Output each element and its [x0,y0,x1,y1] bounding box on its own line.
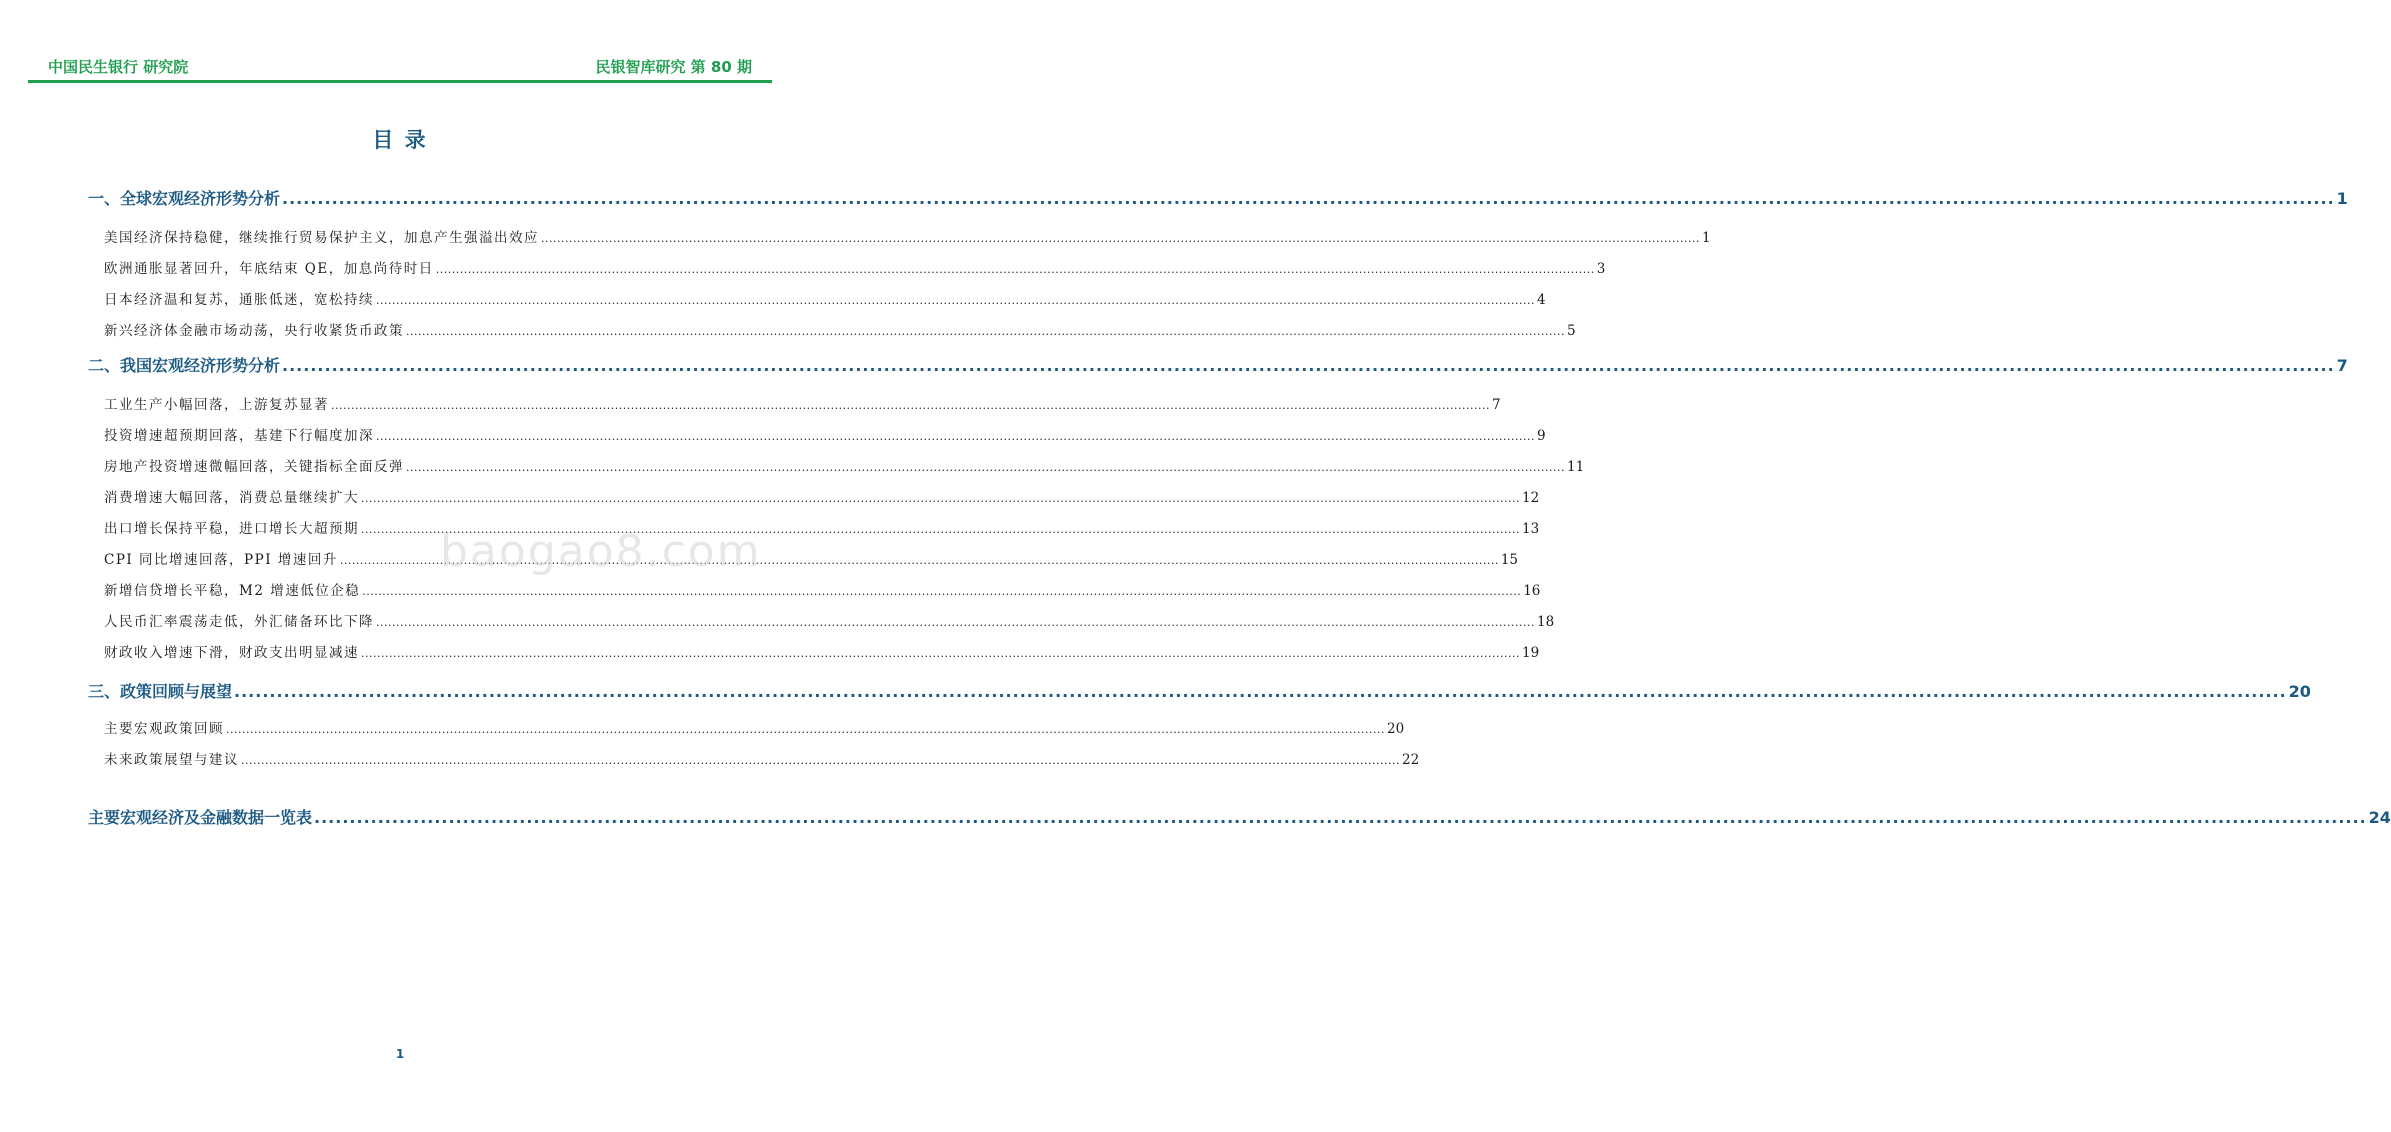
toc-entry-label: 工业生产小幅回落，上游复苏显著 [104,397,329,413]
dot-leader: .................................................................................................................................................................................................................................................................................................. [226,723,1386,736]
dot-leader: .................................................................................................................................................................................................................................................................................................. [361,523,1521,536]
toc-entry-2-6[interactable] [104,548,1519,570]
toc-entry-label: 投资增速超预期回落，基建下行幅度加深 [104,428,374,444]
toc-page-number: 12 [1522,490,1540,506]
dot-leader: .................................................................................................................................................................................................................................................................................................. [376,294,1536,307]
dot-leader: .................................................................................................................................................................................................................................................................................................. [541,232,1701,245]
toc-entry-label: 美国经济保持稳健，继续推行贸易保护主义，加息产生强溢出效应 [104,230,539,246]
toc-page-number: 1 [1702,230,1711,246]
dot-leader: .................................................................................................................................................................................................................................................................................................. [376,616,1536,629]
dot-leader: .................................................................................................................................................................................................................................................................................................. [361,647,1521,660]
toc-page-number: 7 [2336,356,2348,375]
toc-entry-label: CPI 同比增速回落，PPI 增速回升 [104,552,338,568]
toc-section-2[interactable] [88,353,2348,379]
toc-entry-3-1[interactable] [104,717,1405,739]
toc-entry-label: 未来政策展望与建议 [104,752,239,768]
toc-entry-label: 出口增长保持平稳，进口增长大超预期 [104,521,359,537]
toc-section-label: 二、我国宏观经济形势分析 [88,356,281,375]
toc-entry-1-1[interactable] [104,226,1711,248]
toc-page-number: 22 [1402,752,1420,768]
dot-leader: .................................................................................................................................................................................................................................................................................................. [406,461,1566,474]
header-institution: 中国民生银行 研究院 [48,58,189,76]
dot-leader: .................................................................................................................................................................................................................................................................................................. [435,263,1595,276]
dot-leader: .................................................................................................................................................................................................................................................................................................. [376,430,1536,443]
header-publication: 民银智库研究 第 80 期 [595,58,752,76]
toc-page-number: 1 [2336,189,2348,208]
toc-entry-label: 财政收入增速下滑，财政支出明显减速 [104,645,359,661]
toc-entry-2-1[interactable] [104,393,1501,415]
dot-leader: .................................................................................................................................................................................................................................................................................................. [361,492,1521,505]
dot-leader: .................................................................................................................................................................................................................................................................................................. [282,356,2335,375]
dot-leader: .................................................................................................................................................................................................................................................................................................. [339,554,1499,567]
dot-leader: .................................................................................................................................................................................................................................................................................................. [282,189,2335,208]
toc-entry-1-4[interactable] [104,319,1576,341]
toc-page-number: 4 [1537,292,1546,308]
dot-leader: .................................................................................................................................................................................................................................................................................................. [406,325,1566,338]
toc-section-label: 三、政策回顾与展望 [88,682,233,701]
toc-page-number: 3 [1596,261,1606,277]
page-header [48,56,752,78]
toc-title: 目 录 [372,128,428,152]
toc-entry-label: 新增信贷增长平稳，M2 增速低位企稳 [104,583,361,599]
toc-page-number: 5 [1567,323,1576,339]
toc-page-number: 9 [1537,428,1546,444]
toc-page-number: 19 [1522,645,1540,661]
toc-page-number: 15 [1500,552,1519,568]
toc-page-number: 13 [1522,521,1540,537]
toc-entry-2-2[interactable] [104,424,1546,446]
dot-leader: .................................................................................................................................................................................................................................................................................................. [331,399,1491,412]
toc-section-1[interactable] [88,186,2348,212]
toc-section-appendix[interactable] [88,805,2391,831]
header-divider [28,80,772,83]
dot-leader: .................................................................................................................................................................................................................................................................................................. [234,682,2287,701]
toc-entry-2-8[interactable] [104,610,1555,632]
toc-page-number: 7 [1492,397,1501,413]
toc-page-number: 20 [2288,682,2311,701]
toc-entry-label: 人民币汇率震荡走低，外汇储备环比下降 [104,614,374,630]
toc-page-number: 20 [1387,721,1405,737]
toc-section-3[interactable] [88,679,2311,705]
toc-entry-label: 欧洲通胀显著回升，年底结束 QE，加息尚待时日 [104,261,434,277]
toc-section-label: 一、全球宏观经济形势分析 [88,189,281,208]
toc-entry-label: 消费增速大幅回落，消费总量继续扩大 [104,490,359,506]
toc-entry-2-4[interactable] [104,486,1540,508]
toc-entry-label: 日本经济温和复苏，通胀低迷，宽松持续 [104,292,374,308]
toc-entry-label: 主要宏观政策回顾 [104,721,224,737]
toc-entry-1-3[interactable] [104,288,1546,310]
page-number: 1 [395,1047,405,1061]
toc-entry-2-5[interactable] [104,517,1540,539]
dot-leader: .................................................................................................................................................................................................................................................................................................. [314,808,2367,827]
dot-leader: .................................................................................................................................................................................................................................................................................................. [362,585,1522,598]
toc-page-number: 18 [1537,614,1555,630]
toc-entry-label: 新兴经济体金融市场动荡，央行收紧货币政策 [104,323,404,339]
toc-entry-label: 房地产投资增速微幅回落，关键指标全面反弹 [104,459,404,475]
toc-section-label: 主要宏观经济及金融数据一览表 [88,808,313,827]
toc-entry-2-9[interactable] [104,641,1540,663]
watermark-text: baogao8.com [440,526,762,577]
toc-entry-2-7[interactable] [104,579,1541,601]
toc-entry-1-2[interactable] [104,257,1606,279]
toc-entry-3-2[interactable] [104,748,1420,770]
toc-entry-2-3[interactable] [104,455,1585,477]
dot-leader: .................................................................................................................................................................................................................................................................................................. [241,754,1401,767]
toc-page-number: 11 [1567,459,1585,475]
toc-page-number: 24 [2368,808,2391,827]
toc-page-number: 16 [1523,583,1541,599]
